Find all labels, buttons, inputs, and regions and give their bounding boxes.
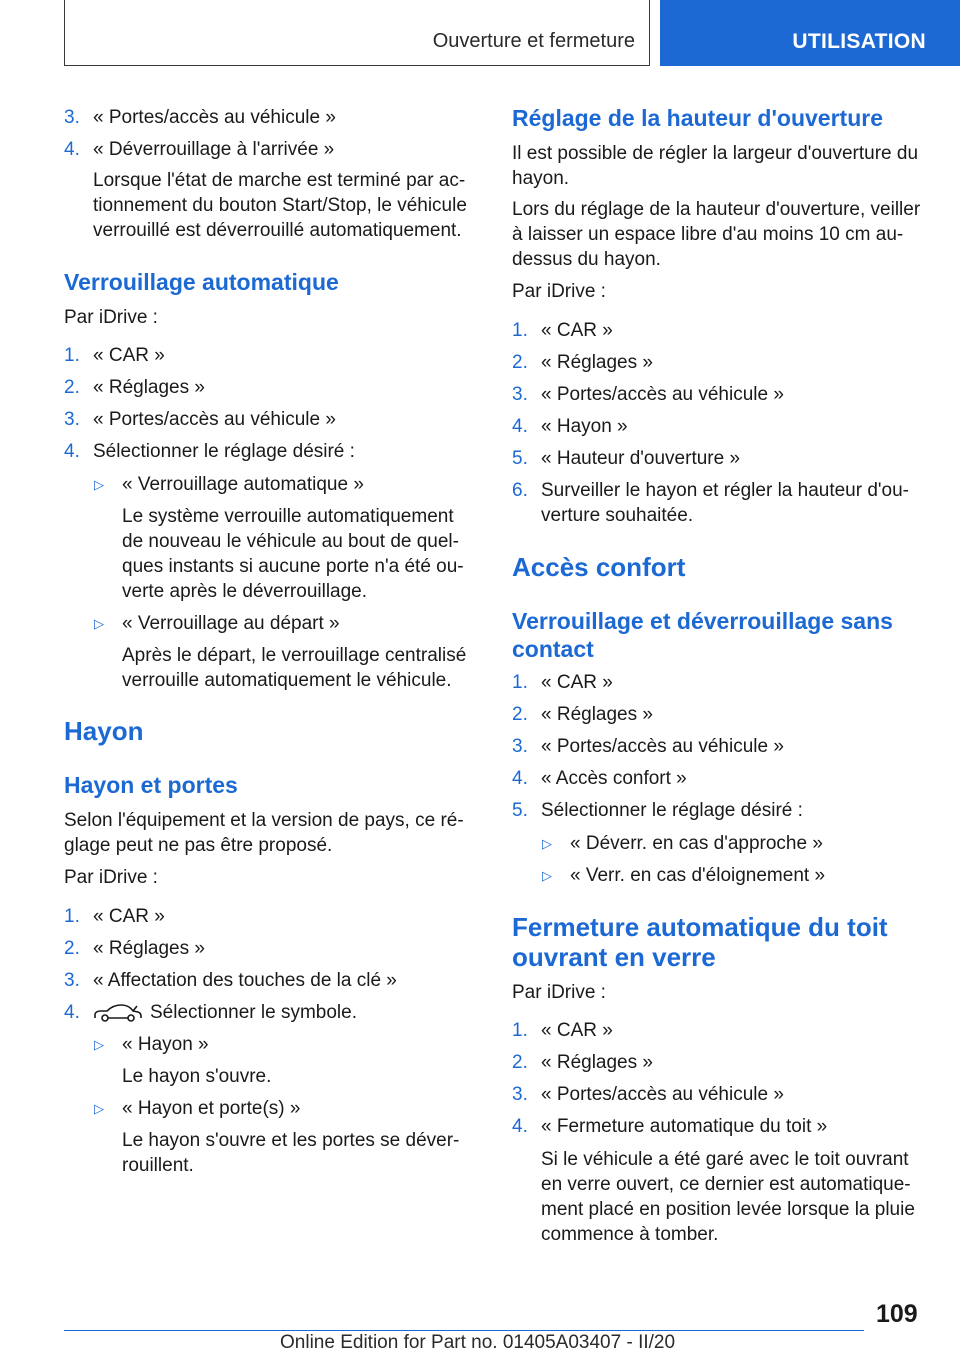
header-section-title: Ouverture et fermeture: [432, 30, 635, 52]
list-item-desc: en verre ouvert, ce dernier est automatique-: [541, 1174, 911, 1195]
list-item: « Portes/accès au véhicule »: [93, 409, 336, 430]
list-item-desc: tionnement du bouton Start/Stop, le véhicule: [93, 195, 467, 216]
list-number: 4.: [512, 1116, 528, 1137]
list-item: « Portes/accès au véhicule »: [541, 736, 784, 757]
heading-hayon: Hayon: [64, 716, 144, 746]
list-item: « Portes/accès au véhicule »: [541, 384, 784, 405]
paragraph: Par iDrive :: [64, 867, 158, 888]
list-item-desc: Lorsque l'état de marche est terminé par ac-: [93, 170, 466, 191]
list-item: « Réglages »: [541, 1052, 653, 1073]
bullet-desc: verrouille automatiquement le véhicule.: [122, 670, 452, 691]
list-number: 2.: [64, 938, 80, 959]
heading-auto-roof-cont: ouvrant en verre: [512, 942, 716, 972]
list-item-desc: ment placé en position levée lorsque la pluie: [541, 1199, 915, 1220]
list-number: 3.: [64, 970, 80, 991]
bullet-desc: rouillent.: [122, 1155, 194, 1176]
triangle-bullet-icon: ▷: [94, 616, 104, 631]
triangle-bullet-icon: ▷: [94, 477, 104, 492]
heading-comfort-access: Accès confort: [512, 552, 686, 582]
list-item: « Déverrouillage à l'arrivée »: [93, 139, 335, 160]
paragraph: Lors du réglage de la hauteur d'ouverture, veiller: [512, 199, 921, 220]
heading-opening-height: Réglage de la hauteur d'ouverture: [512, 105, 883, 131]
bullet-item: « Déverr. en cas d'approche »: [570, 833, 823, 854]
list-number: 4.: [512, 768, 528, 789]
list-number: 6.: [512, 480, 528, 501]
list-item: Sélectionner le symbole.: [150, 1002, 357, 1023]
list-item: Sélectionner le réglage désiré :: [93, 441, 355, 462]
bullet-item: « Verrouillage au départ »: [122, 613, 340, 634]
car-key-symbol-icon: [93, 1003, 143, 1023]
paragraph: Par iDrive :: [512, 982, 606, 1003]
bullet-desc: de nouveau le véhicule au bout de quel-: [122, 531, 459, 552]
list-number: 5.: [512, 800, 528, 821]
list-number: 3.: [64, 409, 80, 430]
list-item-desc: verrouillé est déverrouillé automatiquement.: [93, 220, 462, 241]
heading-auto-lock: Verrouillage automatique: [64, 269, 339, 295]
list-number: 1.: [64, 906, 80, 927]
list-number: 2.: [512, 704, 528, 725]
triangle-bullet-icon: ▷: [94, 1037, 104, 1052]
list-number: 3.: [512, 384, 528, 405]
bullet-item: « Hayon »: [122, 1034, 209, 1055]
list-item: « Hauteur d'ouverture »: [541, 448, 741, 469]
list-item: « CAR »: [541, 1020, 613, 1041]
paragraph: glage peut ne pas être proposé.: [64, 835, 333, 856]
list-item-desc: Si le véhicule a été garé avec le toit ouvrant: [541, 1149, 909, 1170]
header-chapter-title: UTILISATION: [792, 30, 926, 53]
list-number: 1.: [512, 672, 528, 693]
bullet-item: « Verr. en cas d'éloignement »: [570, 865, 826, 886]
list-item: « Réglages »: [93, 377, 205, 398]
list-item-desc: commence à tomber.: [541, 1224, 719, 1245]
bullet-desc: ques instants si aucune porte n'a été ou-: [122, 556, 464, 577]
triangle-bullet-icon: ▷: [94, 1101, 104, 1116]
paragraph: à laisser un espace libre d'au moins 10 cm au-: [512, 224, 904, 245]
paragraph: hayon.: [512, 168, 570, 189]
list-item: Surveiller le hayon et régler la hauteur d'ou-: [541, 480, 910, 501]
list-item: « Portes/accès au véhicule »: [93, 107, 336, 128]
list-number: 4.: [64, 139, 80, 160]
list-item: « Accès confort »: [541, 768, 687, 789]
list-item: « CAR »: [541, 672, 613, 693]
list-item: « Réglages »: [93, 938, 205, 959]
list-number: 4.: [64, 1002, 80, 1023]
paragraph: dessus du hayon.: [512, 249, 661, 270]
triangle-bullet-icon: ▷: [542, 868, 552, 883]
list-item: « CAR »: [93, 906, 165, 927]
heading-keyless: Verrouillage et déverrouillage sans: [512, 608, 893, 634]
list-number: 3.: [64, 107, 80, 128]
paragraph: Par iDrive :: [64, 307, 158, 328]
heading-hayon-portes: Hayon et portes: [64, 772, 238, 798]
footer-divider: [64, 1330, 864, 1331]
list-item: « Hayon »: [541, 416, 628, 437]
list-item: « Réglages »: [541, 352, 653, 373]
list-item: « CAR »: [93, 345, 165, 366]
page-number: 109: [876, 1300, 918, 1328]
list-number: 1.: [512, 320, 528, 341]
list-item: « Réglages »: [541, 704, 653, 725]
triangle-bullet-icon: ▷: [542, 836, 552, 851]
list-number: 2.: [512, 352, 528, 373]
list-number: 1.: [512, 1020, 528, 1041]
header-chapter-tab: [660, 0, 960, 66]
bullet-desc: Le hayon s'ouvre et les portes se déver-: [122, 1130, 460, 1151]
heading-auto-roof: Fermeture automatique du toit: [512, 912, 888, 942]
list-number: 2.: [64, 377, 80, 398]
bullet-desc: Le système verrouille automatiquement: [122, 506, 454, 527]
list-item: « Portes/accès au véhicule »: [541, 1084, 784, 1105]
bullet-desc: Après le départ, le verrouillage centralisé: [122, 645, 467, 666]
list-number: 3.: [512, 1084, 528, 1105]
list-number: 3.: [512, 736, 528, 757]
list-item: « Affectation des touches de la clé »: [93, 970, 397, 991]
bullet-desc: verte après le déverrouillage.: [122, 581, 368, 602]
list-number: 5.: [512, 448, 528, 469]
bullet-item: « Verrouillage automatique »: [122, 474, 364, 495]
list-item-cont: verture souhaitée.: [541, 505, 694, 526]
paragraph: Par iDrive :: [512, 281, 606, 302]
list-item: « CAR »: [541, 320, 613, 341]
list-number: 1.: [64, 345, 80, 366]
header-section-box: [64, 0, 650, 66]
heading-keyless-cont: contact: [512, 636, 594, 662]
paragraph: Il est possible de régler la largeur d'ouverture du: [512, 143, 919, 164]
footer-edition: Online Edition for Part no. 01405A03407 - II/20: [280, 1332, 676, 1353]
bullet-desc: Le hayon s'ouvre.: [122, 1066, 272, 1087]
bullet-item: « Hayon et porte(s) »: [122, 1098, 301, 1119]
paragraph: Selon l'équipement et la version de pays, ce ré-: [64, 810, 464, 831]
list-item: « Fermeture automatique du toit »: [541, 1116, 828, 1137]
list-number: 2.: [512, 1052, 528, 1073]
list-number: 4.: [64, 441, 80, 462]
list-number: 4.: [512, 416, 528, 437]
list-item: Sélectionner le réglage désiré :: [541, 800, 803, 821]
